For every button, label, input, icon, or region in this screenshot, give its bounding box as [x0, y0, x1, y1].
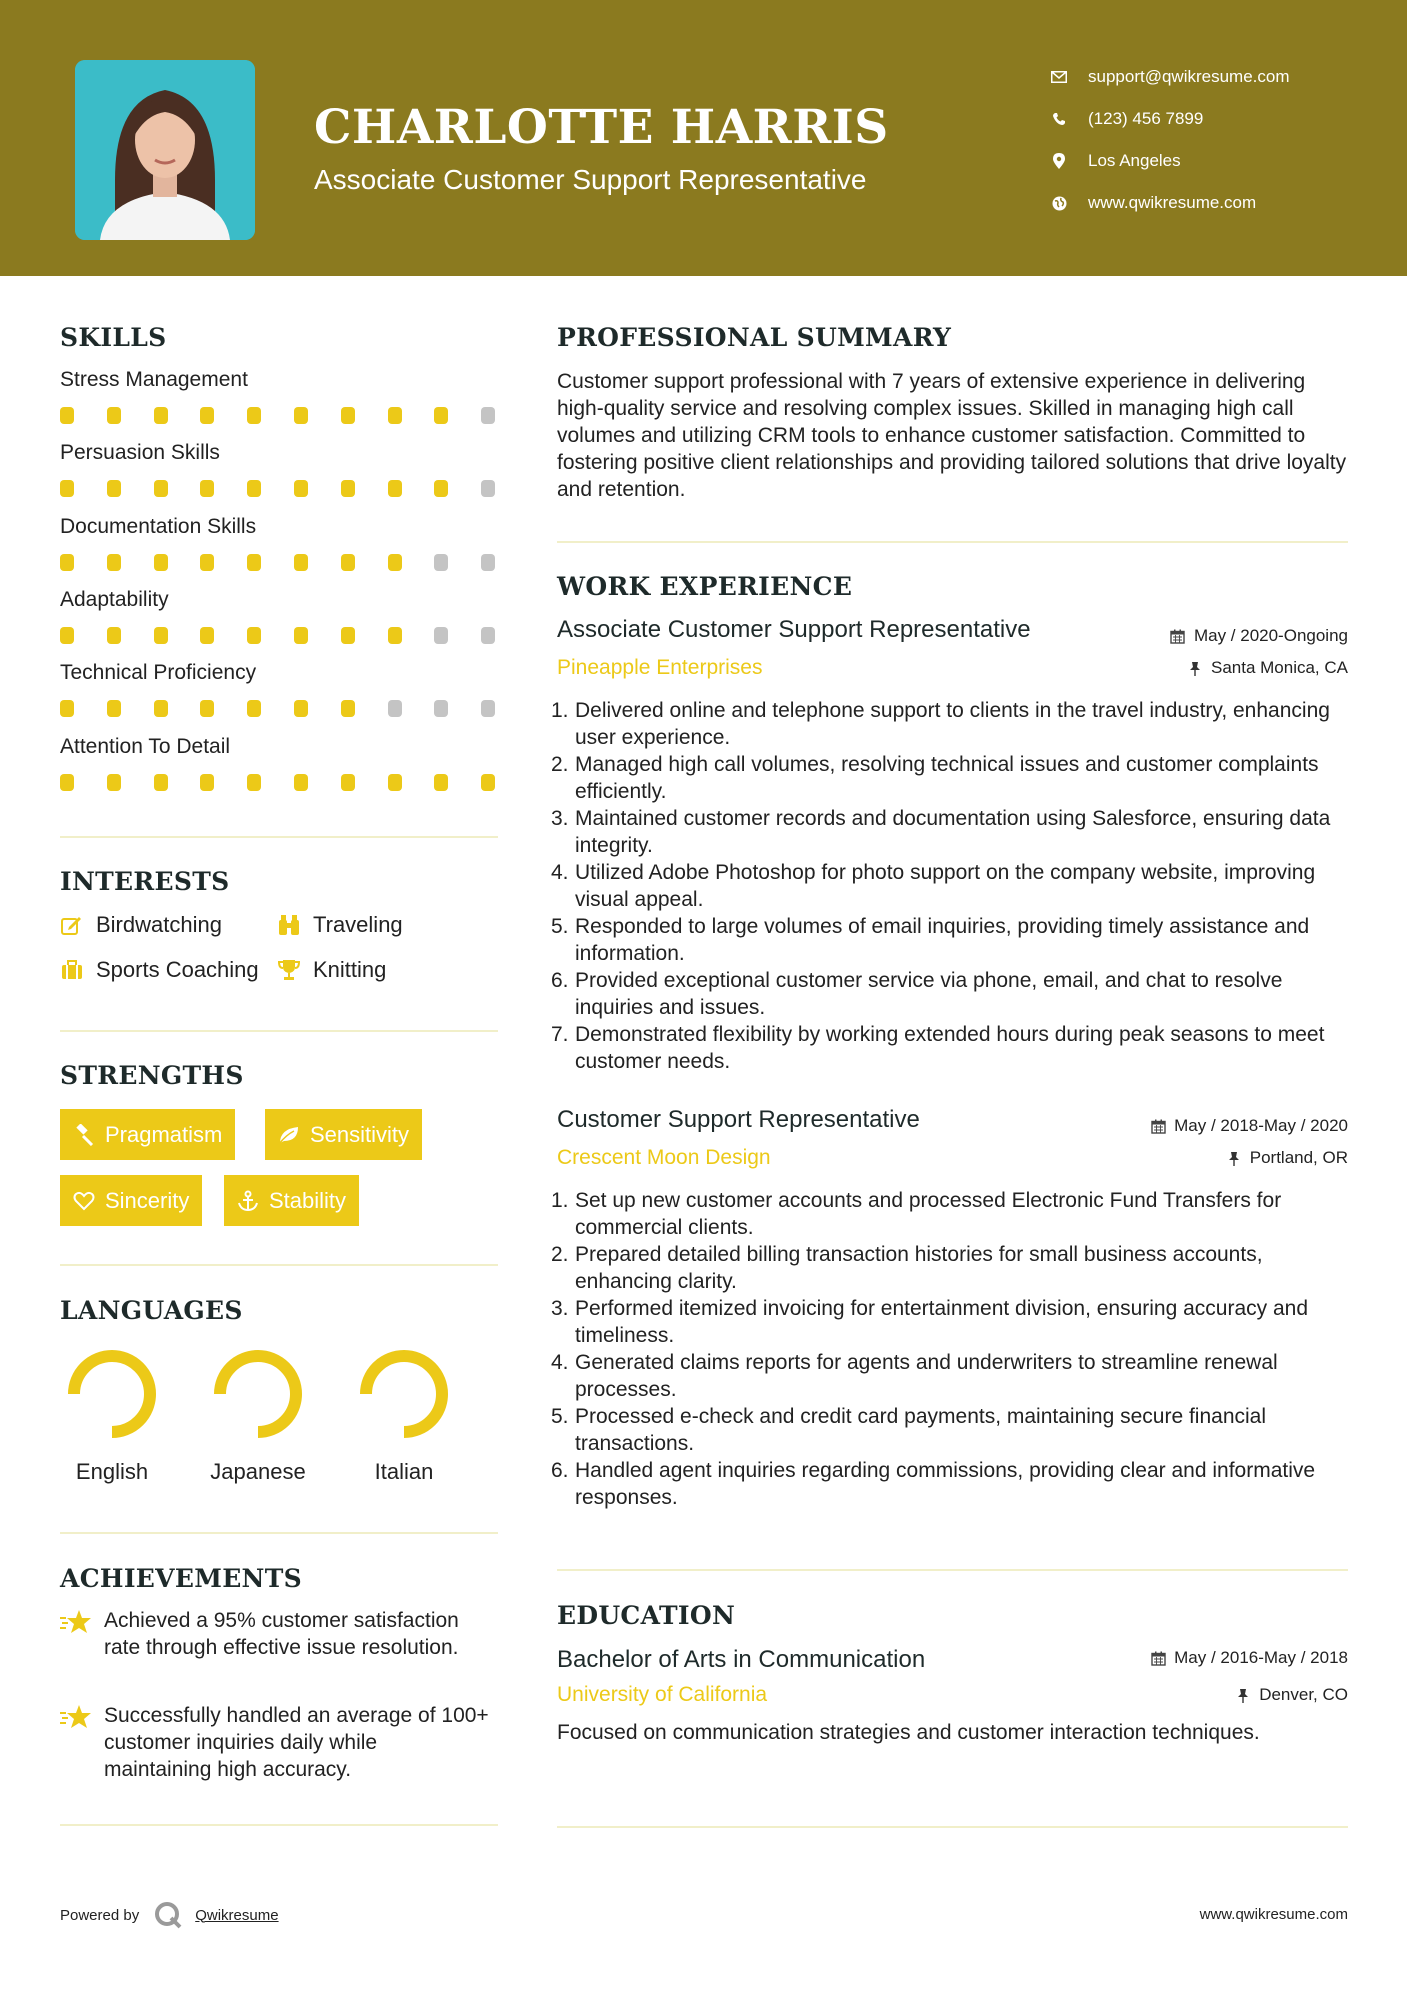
- strength-tag: [265, 1109, 422, 1160]
- job-dates-text: May / 2018-May / 2020: [1174, 1116, 1348, 1135]
- list-item: 2. Managed high call volumes, resolving technical issues and customer complaints efficiently.: [551, 753, 1319, 803]
- list-item: 1. Set up new customer accounts and processed Electronic Fund Transfers for commercial clients.: [551, 1189, 1282, 1239]
- experience-heading: WORK EXPERIENCE: [557, 572, 853, 601]
- section-divider: [557, 1826, 1348, 1828]
- skill-rating: [60, 480, 500, 498]
- interest-item: [277, 912, 403, 938]
- contact-email-text: support@qwikresume.com: [1088, 67, 1290, 86]
- interest-label: Birdwatching: [96, 912, 222, 937]
- rating-dot-filled: [60, 480, 74, 497]
- language-name: Japanese: [210, 1459, 306, 1484]
- language-ring: [357, 1347, 451, 1441]
- candidate-title: Associate Customer Support Representative: [314, 164, 867, 195]
- rating-dot-filled: [294, 407, 308, 424]
- powered-by-text: Powered by: [60, 1906, 140, 1924]
- rating-dot-filled: [388, 774, 402, 791]
- degree-title: Bachelor of Arts in Communication: [557, 1646, 926, 1673]
- rating-dot-empty: [481, 554, 495, 571]
- rating-dot-filled: [200, 774, 214, 791]
- job-title: Customer Support Representative: [557, 1106, 920, 1133]
- rating-dot-empty: [434, 554, 448, 571]
- rating-dot-filled: [341, 407, 355, 424]
- rating-dot-filled: [107, 627, 121, 644]
- list-item: 7. Demonstrated flexibility by working extended hours during peak seasons to meet customer needs.: [551, 1023, 1325, 1073]
- section-divider: [557, 1569, 1348, 1571]
- rating-dot-filled: [107, 407, 121, 424]
- calendar-icon: [1150, 1650, 1166, 1666]
- rating-dot-filled: [107, 700, 121, 717]
- rating-dot-filled: [434, 774, 448, 791]
- section-divider: [60, 836, 498, 838]
- achievement-text: Successfully handled an average of 100+ customer inquiries daily while maintaining high accuracy.: [104, 1704, 489, 1781]
- rating-dot-filled: [247, 554, 261, 571]
- list-item: 1. Delivered online and telephone support to clients in the travel industry, enhancing user experience.: [551, 699, 1330, 749]
- language-name: Italian: [374, 1459, 434, 1484]
- rating-dot-filled: [154, 627, 168, 644]
- candidate-name: CHARLOTTE HARRIS: [314, 100, 889, 155]
- contact-location: [1050, 140, 1380, 182]
- rating-dot-filled: [388, 407, 402, 424]
- skill-rating: [60, 407, 500, 425]
- rating-dot-filled: [341, 700, 355, 717]
- calendar-icon: [1150, 1118, 1166, 1134]
- rating-dot-filled: [247, 774, 261, 791]
- language-item: [193, 1347, 323, 1485]
- trophy-icon: [277, 958, 301, 982]
- skill-rating: [60, 627, 500, 645]
- contact-phone[interactable]: [1050, 98, 1380, 140]
- achievements-heading: ACHIEVEMENTS: [60, 1564, 302, 1593]
- interest-item: [60, 957, 259, 983]
- rating-dot-filled: [294, 480, 308, 497]
- gavel-icon: [73, 1124, 95, 1146]
- portrait-image: [75, 60, 255, 240]
- list-item: 6. Handled agent inquiries regarding commissions, providing clear and informative responses.: [551, 1459, 1316, 1509]
- interest-label: Traveling: [313, 912, 403, 937]
- rating-dot-filled: [388, 627, 402, 644]
- rating-dot-filled: [154, 480, 168, 497]
- rating-dot-empty: [481, 627, 495, 644]
- skills-heading: SKILLS: [60, 323, 167, 352]
- profile-photo: [75, 60, 255, 240]
- list-item: 4. Generated claims reports for agents and underwriters to streamline renewal processes.: [551, 1351, 1278, 1401]
- rating-dot-filled: [294, 774, 308, 791]
- rating-dot-filled: [200, 627, 214, 644]
- achievement-text: Achieved a 95% customer satisfaction rate through effective issue resolution.: [104, 1609, 459, 1659]
- contact-phone-text: (123) 456 7899: [1088, 109, 1204, 128]
- company-name: Pineapple Enterprises: [557, 656, 763, 679]
- company-name: Crescent Moon Design: [557, 1146, 771, 1169]
- language-item: [47, 1347, 177, 1485]
- education-dates: [1150, 1648, 1348, 1668]
- pushpin-icon: [1235, 1687, 1251, 1703]
- job-bullets: [551, 697, 1347, 1075]
- education-location: [1235, 1685, 1348, 1705]
- rating-dot-filled: [341, 480, 355, 497]
- rating-dot-empty: [388, 700, 402, 717]
- rating-dot-filled: [60, 700, 74, 717]
- skill-name: Stress Management: [60, 368, 248, 391]
- list-item: 5. Responded to large volumes of email inquiries, providing timely assistance and information.: [551, 915, 1310, 965]
- rating-dot-filled: [200, 480, 214, 497]
- job-dates: [1170, 626, 1348, 646]
- languages-heading: LANGUAGES: [60, 1296, 243, 1325]
- job-title: Associate Customer Support Representative: [557, 616, 1031, 643]
- job-location-text: Portland, OR: [1249, 1148, 1348, 1167]
- rating-dot-filled: [154, 700, 168, 717]
- heart-icon: [73, 1190, 95, 1212]
- rating-dot-filled: [341, 627, 355, 644]
- list-item: 5. Processed e-check and credit card payments, maintaining secure financial transactions.: [551, 1405, 1267, 1455]
- rating-dot-filled: [154, 774, 168, 791]
- achievement-item: [60, 1607, 490, 1661]
- leaf-icon: [278, 1124, 300, 1146]
- rating-dot-filled: [154, 554, 168, 571]
- section-divider: [60, 1824, 498, 1826]
- rating-dot-filled: [481, 774, 495, 791]
- rating-dot-filled: [247, 407, 261, 424]
- calendar-icon: [1170, 628, 1186, 644]
- contact-location-text: Los Angeles: [1088, 151, 1181, 170]
- rating-dot-filled: [388, 554, 402, 571]
- star-icon: [60, 1609, 92, 1635]
- rating-dot-filled: [107, 774, 121, 791]
- strength-label: Sensitivity: [310, 1121, 410, 1147]
- job-bullets: [551, 1187, 1347, 1511]
- rating-dot-empty: [481, 480, 495, 497]
- footer-branding: [60, 1900, 279, 1930]
- strengths-heading: STRENGTHS: [60, 1061, 244, 1090]
- section-divider: [60, 1030, 498, 1032]
- job-location: [1187, 658, 1348, 678]
- contact-list: [1050, 56, 1380, 224]
- education-description: Focused on communication strategies and customer interaction techniques.: [557, 1721, 1260, 1744]
- rating-dot-filled: [200, 554, 214, 571]
- rating-dot-filled: [200, 407, 214, 424]
- pencil-icon: [60, 913, 84, 937]
- contact-website[interactable]: [1050, 182, 1380, 224]
- rating-dot-filled: [200, 700, 214, 717]
- list-item: 6. Provided exceptional customer service via phone, email, and chat to resolve inquiries and issues.: [551, 969, 1283, 1019]
- skill-rating: [60, 554, 500, 572]
- strength-label: Stability: [269, 1187, 347, 1213]
- rating-dot-filled: [434, 407, 448, 424]
- strength-tag: [224, 1175, 359, 1226]
- skill-rating: [60, 774, 500, 792]
- summary-text: Customer support professional with 7 years of extensive experience in delivering high-quality service and resolving complex issues. Skilled in managing high call volumes and utilizing CRM tools to enhance customer satisfaction. Committed to fostering positive client relationships and providing tailored solutions that drive loyalty and retention.: [557, 370, 1347, 501]
- rating-dot-filled: [60, 554, 74, 571]
- section-divider: [60, 1264, 498, 1266]
- rating-dot-filled: [107, 480, 121, 497]
- list-item: 4. Utilized Adobe Photoshop for photo support on the company website, improving visual appeal.: [551, 861, 1316, 911]
- star-icon: [60, 1704, 92, 1730]
- list-item: 3. Performed itemized invoicing for entertainment division, ensuring accuracy and timeliness.: [551, 1297, 1309, 1347]
- qwikresume-logo-icon: [153, 1900, 183, 1930]
- qwikresume-link[interactable]: Qwikresume: [195, 1906, 279, 1924]
- rating-dot-empty: [481, 407, 495, 424]
- rating-dot-filled: [60, 774, 74, 791]
- contact-email[interactable]: [1050, 56, 1380, 98]
- strength-label: Sincerity: [105, 1187, 190, 1213]
- envelope-icon: [1050, 68, 1068, 86]
- resume-header: [0, 0, 1407, 276]
- list-item: 2. Prepared detailed billing transaction histories for small business accounts, enhancing clarity.: [551, 1243, 1263, 1293]
- rating-dot-filled: [247, 627, 261, 644]
- section-divider: [557, 541, 1348, 543]
- skill-name: Attention To Detail: [60, 734, 231, 758]
- language-ring: [65, 1347, 159, 1441]
- rating-dot-filled: [60, 627, 74, 644]
- briefcase-icon: [60, 958, 84, 982]
- job-location-text: Santa Monica, CA: [1210, 658, 1348, 677]
- rating-dot-filled: [154, 407, 168, 424]
- education-heading: EDUCATION: [557, 1601, 736, 1630]
- rating-dot-empty: [434, 700, 448, 717]
- education-dates-text: May / 2016-May / 2018: [1174, 1648, 1348, 1667]
- binoculars-icon: [277, 913, 301, 937]
- list-item: 3. Maintained customer records and documentation using Salesforce, ensuring data integrity.: [551, 807, 1331, 857]
- rating-dot-empty: [481, 700, 495, 717]
- rating-dot-filled: [294, 700, 308, 717]
- globe-icon: [1050, 194, 1068, 212]
- job-dates: [1150, 1116, 1348, 1136]
- interest-item: [277, 957, 386, 983]
- skill-rating: [60, 700, 500, 718]
- education-location-text: Denver, CO: [1259, 1685, 1348, 1704]
- skill-name: Persuasion Skills: [60, 441, 220, 465]
- rating-dot-filled: [60, 407, 74, 424]
- interest-item: [60, 912, 222, 938]
- skill-name: Technical Proficiency: [60, 661, 257, 685]
- skill-name: Adaptability: [60, 587, 169, 611]
- school-name: University of California: [557, 1683, 768, 1706]
- rating-dot-filled: [388, 480, 402, 497]
- language-name: English: [75, 1459, 149, 1484]
- map-pin-icon: [1050, 152, 1068, 170]
- rating-dot-filled: [107, 554, 121, 571]
- pushpin-icon: [1187, 660, 1203, 676]
- rating-dot-filled: [247, 700, 261, 717]
- summary-heading: PROFESSIONAL SUMMARY: [557, 323, 952, 352]
- rating-dot-filled: [341, 774, 355, 791]
- rating-dot-filled: [434, 480, 448, 497]
- interest-label: Sports Coaching: [96, 957, 259, 982]
- strength-label: Pragmatism: [105, 1121, 223, 1147]
- rating-dot-empty: [434, 627, 448, 644]
- interests-heading: INTERESTS: [60, 867, 230, 896]
- rating-dot-filled: [294, 554, 308, 571]
- anchor-icon: [237, 1190, 259, 1212]
- rating-dot-filled: [247, 480, 261, 497]
- job-location: [1226, 1148, 1348, 1168]
- language-item: [339, 1347, 469, 1485]
- footer-website[interactable]: www.qwikresume.com: [1199, 1906, 1348, 1923]
- pushpin-icon: [1226, 1150, 1242, 1166]
- strength-tag: [60, 1175, 202, 1226]
- language-ring: [211, 1347, 305, 1441]
- phone-icon: [1050, 110, 1068, 128]
- skill-name: Documentation Skills: [60, 514, 257, 538]
- rating-dot-filled: [294, 627, 308, 644]
- achievement-item: [60, 1702, 490, 1783]
- interest-label: Knitting: [313, 957, 387, 982]
- contact-website-text: www.qwikresume.com: [1088, 193, 1257, 212]
- section-divider: [60, 1532, 498, 1534]
- job-dates-text: May / 2020-Ongoing: [1193, 626, 1348, 645]
- strength-tag: [60, 1109, 235, 1160]
- rating-dot-filled: [341, 554, 355, 571]
